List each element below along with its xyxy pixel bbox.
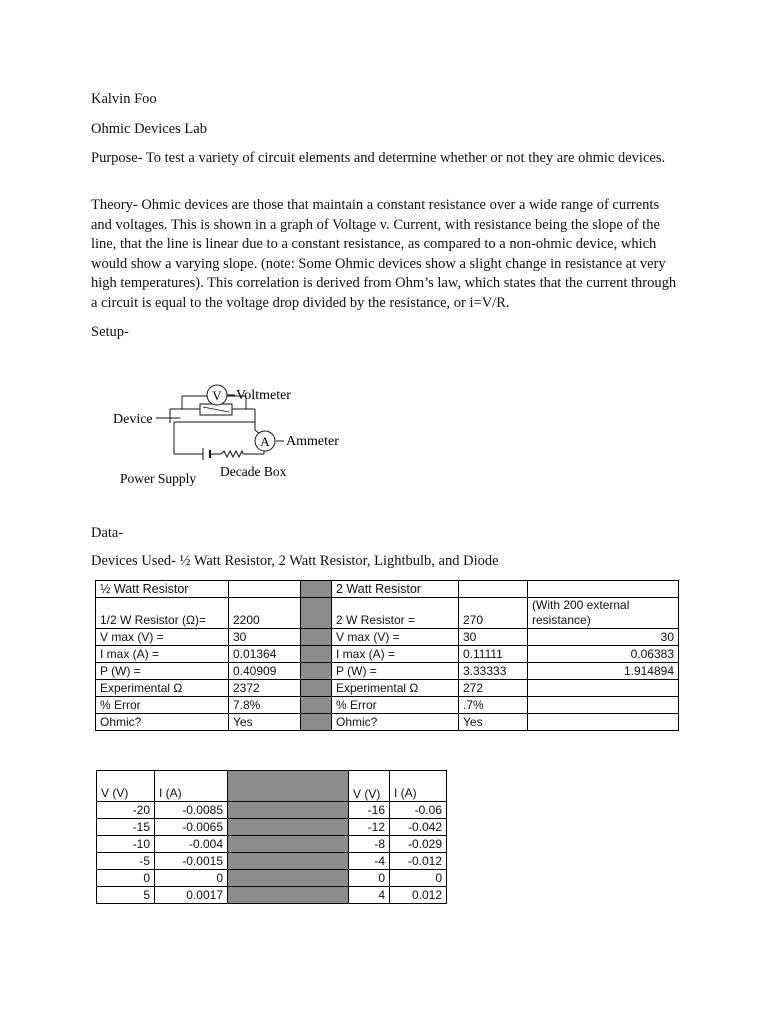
table-cell: 0 [390, 870, 447, 887]
table-cell: -0.0015 [155, 853, 228, 870]
ammeter-label: Ammeter [286, 434, 339, 449]
table-row [97, 870, 447, 887]
table-cell: 0.012 [390, 887, 447, 904]
table-cell: 0 [155, 870, 228, 887]
table-cell [228, 853, 349, 870]
device-label: Device [113, 412, 153, 427]
table-row [96, 629, 679, 646]
table-header-cell: V (V) [349, 771, 390, 802]
table-cell: -15 [97, 819, 155, 836]
table-cell: Ohmic? [332, 714, 459, 731]
table-row [97, 802, 447, 819]
table-row [96, 646, 679, 663]
table-row [97, 819, 447, 836]
table-row [96, 697, 679, 714]
table-cell: ½ Watt Resistor [96, 581, 229, 598]
table-cell: 1/2 W Resistor (Ω)= [96, 598, 229, 629]
table-cell: V max (V) = [96, 629, 229, 646]
table-cell [528, 680, 679, 697]
table-cell: P (W) = [96, 663, 229, 680]
table-cell: .7% [459, 697, 528, 714]
table-cell: 2200 [229, 598, 301, 629]
table-cell: 0.11111 [459, 646, 528, 663]
table-cell [228, 870, 349, 887]
table-cell: I max (A) = [332, 646, 459, 663]
table-cell: 2 Watt Resistor [332, 581, 459, 598]
table-cell [228, 802, 349, 819]
table-cell [228, 819, 349, 836]
table-cell [301, 646, 332, 663]
table-cell: Ohmic? [96, 714, 229, 731]
voltage-current-table [96, 770, 447, 904]
table-cell [301, 680, 332, 697]
table-cell: Experimental Ω [96, 680, 229, 697]
table-header-cell [228, 771, 349, 802]
table-cell [301, 714, 332, 731]
table-cell: -20 [97, 802, 155, 819]
table-cell: -0.0085 [155, 802, 228, 819]
table-row [96, 598, 679, 629]
voltmeter-label: Voltmeter [236, 388, 291, 403]
table-cell [459, 581, 528, 598]
setup-label: Setup- [91, 324, 129, 340]
table-cell: -10 [97, 836, 155, 853]
table-cell: 4 [349, 887, 390, 904]
table-cell [301, 663, 332, 680]
table-cell [301, 581, 332, 598]
table-cell: Yes [459, 714, 528, 731]
table-row [96, 581, 679, 598]
table-header-row [97, 771, 447, 802]
table-row [97, 836, 447, 853]
table-cell: -0.06 [390, 802, 447, 819]
table-cell: 30 [459, 629, 528, 646]
table-cell: -8 [349, 836, 390, 853]
table-cell [228, 887, 349, 904]
circuit-diagram [110, 378, 360, 493]
table-header-cell: I (A) [155, 771, 228, 802]
table-cell: I max (A) = [96, 646, 229, 663]
table-cell: 270 [459, 598, 528, 629]
table-cell: % Error [332, 697, 459, 714]
resistor-data-table [95, 580, 679, 731]
table-cell: 3.33333 [459, 663, 528, 680]
table-cell [228, 836, 349, 853]
table-cell: 5 [97, 887, 155, 904]
table-row [96, 663, 679, 680]
table-cell: -0.029 [390, 836, 447, 853]
table-cell: 0.06383 [528, 646, 679, 663]
table-cell: -5 [97, 853, 155, 870]
ammeter-symbol: A [260, 434, 270, 449]
table-cell: (With 200 external resistance) [528, 598, 679, 629]
table-cell: -0.004 [155, 836, 228, 853]
table-header-cell: V (V) [97, 771, 155, 802]
table-cell: 1.914894 [528, 663, 679, 680]
table-cell: 0.0017 [155, 887, 228, 904]
table-cell: -4 [349, 853, 390, 870]
table-header-cell: I (A) [390, 771, 447, 802]
table-row [97, 887, 447, 904]
table-cell: 30 [229, 629, 301, 646]
table-cell: -0.0065 [155, 819, 228, 836]
table-cell: -0.042 [390, 819, 447, 836]
author-name: Kalvin Foo [91, 91, 157, 107]
table-cell: 7.8% [229, 697, 301, 714]
table-cell [301, 629, 332, 646]
voltmeter-symbol: V [212, 388, 222, 403]
table-cell: 0.40909 [229, 663, 301, 680]
table-cell: -0.012 [390, 853, 447, 870]
table-cell: 2372 [229, 680, 301, 697]
table-cell: Experimental Ω [332, 680, 459, 697]
data-label: Data- [91, 525, 124, 541]
lab-title: Ohmic Devices Lab [91, 121, 207, 137]
decade-box-resistor-icon [221, 451, 243, 457]
table-cell: 2 W Resistor = [332, 598, 459, 629]
table-cell: P (W) = [332, 663, 459, 680]
devices-used: Devices Used- ½ Watt Resistor, 2 Watt Resistor, Lightbulb, and Diode [91, 553, 499, 569]
decade-box-label: Decade Box [220, 464, 287, 479]
table-cell [528, 581, 679, 598]
table-cell: 30 [528, 629, 679, 646]
table-cell [229, 581, 301, 598]
table-cell [528, 714, 679, 731]
table-cell: 0 [349, 870, 390, 887]
table-cell: Yes [229, 714, 301, 731]
theory-paragraph: Theory- Ohmic devices are those that maintain a constant resistance over a wide range of currents and voltages. This is shown in a graph of Voltage v. Current, with resistance being the slope of the line, that the line is linear due to a constant resistance, as compared to a non-ohmic device, which would show a varying slope. (note: Some Ohmic devices show a slight change in resistance at very high temperatures). This correlation is derived from Ohm’s law, which states that the current through a circuit is equal to the voltage drop divided by the resistance, or i=V/R. [91, 197, 677, 311]
table-cell: 272 [459, 680, 528, 697]
table-row [96, 680, 679, 697]
table-cell [301, 598, 332, 629]
table-row [96, 714, 679, 731]
table-cell [528, 697, 679, 714]
table-cell: V max (V) = [332, 629, 459, 646]
table-cell [301, 697, 332, 714]
power-supply-label: Power Supply [120, 471, 197, 486]
table-cell: % Error [96, 697, 229, 714]
table-row [97, 853, 447, 870]
table-cell: -12 [349, 819, 390, 836]
purpose-paragraph: Purpose- To test a variety of circuit elements and determine whether or not they are ohmic devices. [91, 150, 666, 166]
table-cell: 0.01364 [229, 646, 301, 663]
table-cell: -16 [349, 802, 390, 819]
table-cell: 0 [97, 870, 155, 887]
